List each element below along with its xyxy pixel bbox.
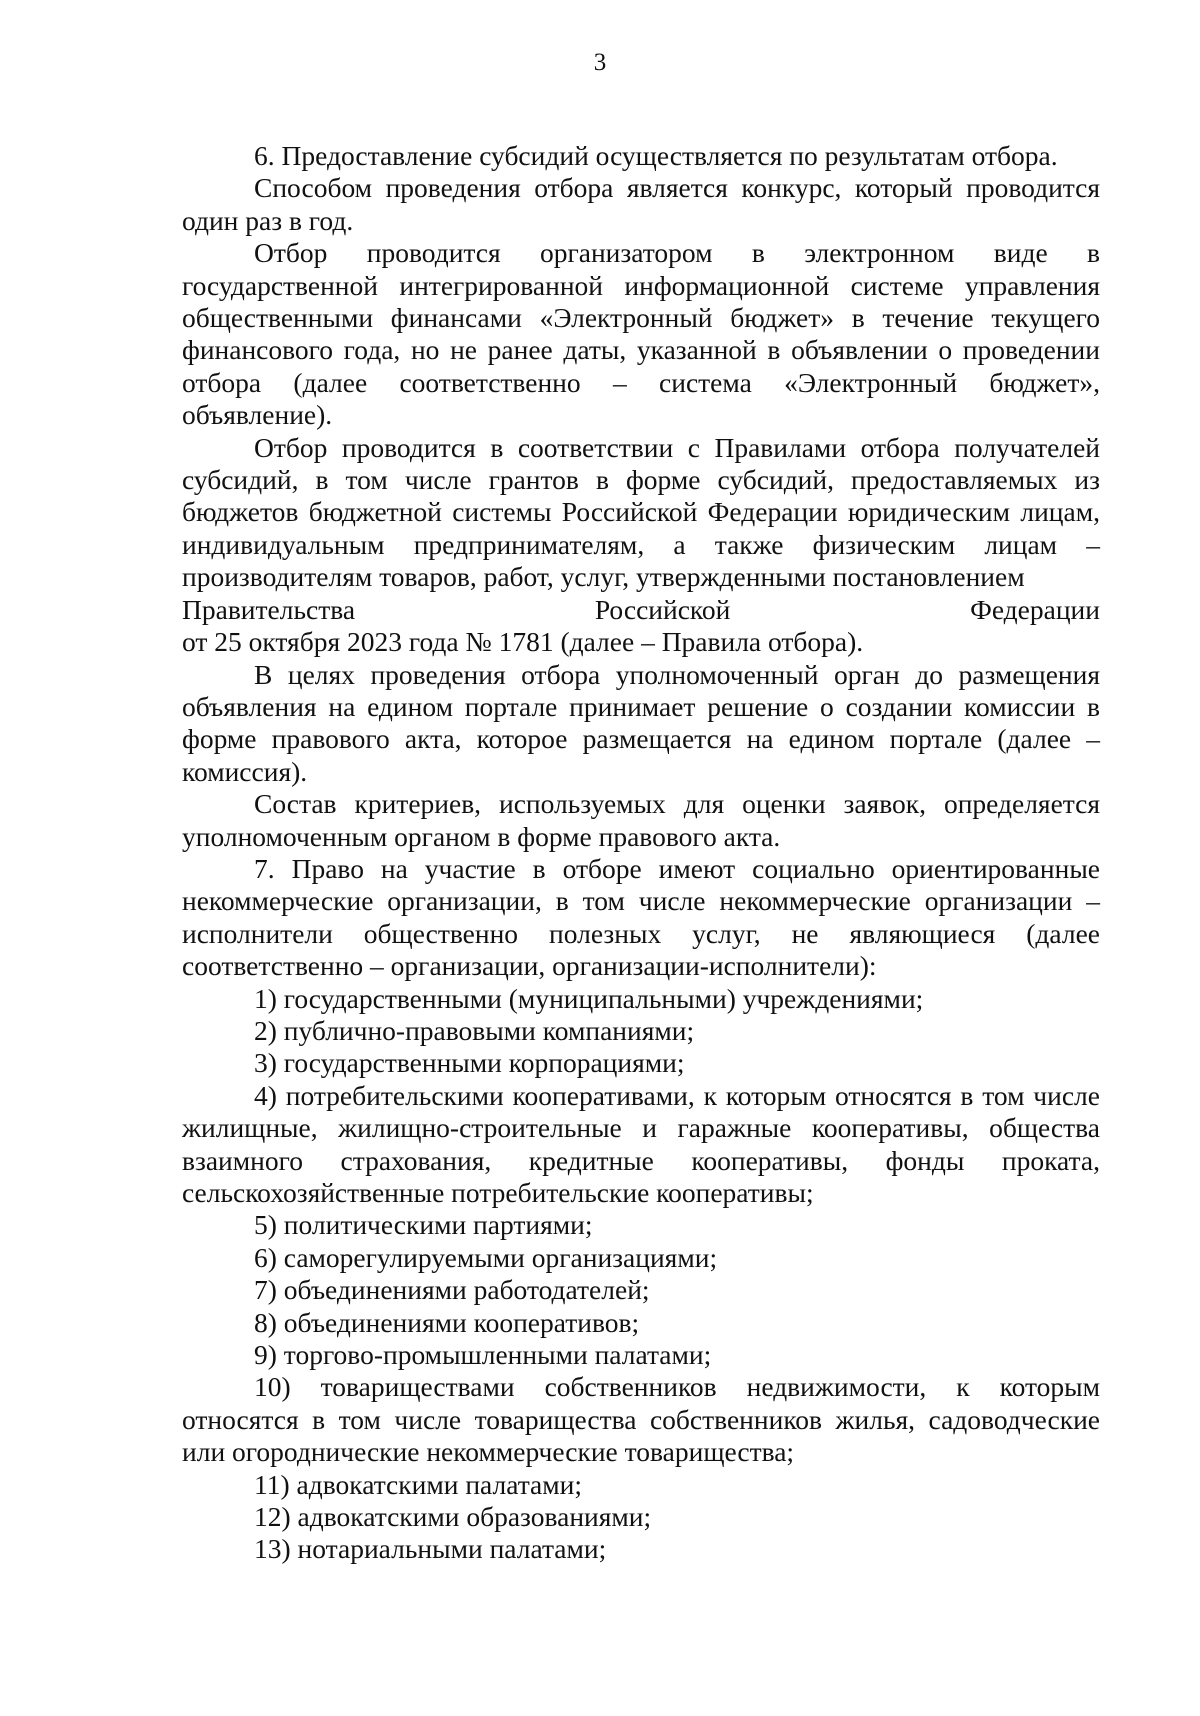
paragraph-criteria: Состав критериев, используемых для оценки заявок, определяется уполномоченным органом в форме правового акта. (182, 788, 1100, 852)
list-item-10: 10) товариществами собственников недвижимости, к которым относятся в том числе товарищества собственников жилья, садоводческие или огороднические некоммерческие товарищества; (182, 1371, 1100, 1468)
list-item-7: 7) объединениями работодателей; (254, 1274, 650, 1306)
list-item-2: 2) публично-правовыми компаниями; (254, 1014, 695, 1046)
list-item-9: 9) торгово-промышленными палатами; (254, 1339, 712, 1371)
list-item-3: 3) государственными корпорациями; (254, 1047, 685, 1079)
paragraph-commission: В целях проведения отбора уполномоченный орган до размещения объявления на едином портале принимает решение о создании комиссии в форме правового акта, которое размещается на едином портале (далее – комиссия). (182, 658, 1100, 787)
list-item-6: 6) саморегулируемыми организациями; (254, 1241, 718, 1273)
list-item-13: 13) нотариальными палатами; (254, 1533, 607, 1565)
paragraph-subsidy-selection: 6. Предоставление субсидий осуществляется по результатам отбора. (254, 140, 1058, 171)
paragraph-selection-rules (182, 432, 1100, 659)
page-number: 3 (593, 49, 607, 76)
list-item-12: 12) адвокатскими образованиями; (254, 1501, 652, 1533)
list-item-8: 8) объединениями кооперативов; (254, 1306, 640, 1338)
selection-rules-government-line: Правительства Российской Федерации (182, 593, 1100, 625)
paragraph-electronic-budget: Отбор проводится организатором в электронном виде в государственной интегрированной информационной системе управления общественными финансами «Электронный бюджет» в течение текущего финансового года, но не ранее даты, указанной в объявлении о проведении отбора (далее соответственно – система «Электронный бюджет», объявление). (182, 237, 1100, 431)
list-item-5: 5) политическими партиями; (254, 1209, 593, 1241)
selection-rules-date: от 25 октября 2023 года № 1781 (далее – Правила отбора). (182, 626, 864, 658)
paragraph-participation-right: 7. Право на участие в отборе имеют социально ориентированные некоммерческие организации, в том числе некоммерческие организации – исполнители общественно полезных услуг, не являющиеся (далее соответственно – организации, организации-исполнители): (182, 852, 1100, 982)
list-item-1: 1) государственными (муниципальными) учреждениями; (254, 982, 924, 1014)
document-body (182, 140, 1100, 1566)
list-item-11: 11) адвокатскими палатами; (254, 1468, 583, 1500)
paragraph-selection-method: Способом проведения отбора является конкурс, который проводится один раз в год. (182, 172, 1100, 236)
selection-rules-text: Отбор проводится в соответствии с Правилами отбора получателей субсидий, в том числе грантов в форме субсидий, предоставляемых из бюджетов бюджетной системы Российской Федерации юридическим лицам, индивидуальным предпринимателям, а также физическим лицам – производителям товаров, работ, услуг, утвержденными постановлением (182, 431, 1100, 593)
list-item-4: 4) потребительскими кооперативами, к которым относятся в том числе жилищные, жилищно-строительные и гаражные кооперативы, общества взаимного страхования, кредитные кооперативы, фонды проката, сельскохозяйственные потребительские кооперативы; (182, 1079, 1100, 1208)
